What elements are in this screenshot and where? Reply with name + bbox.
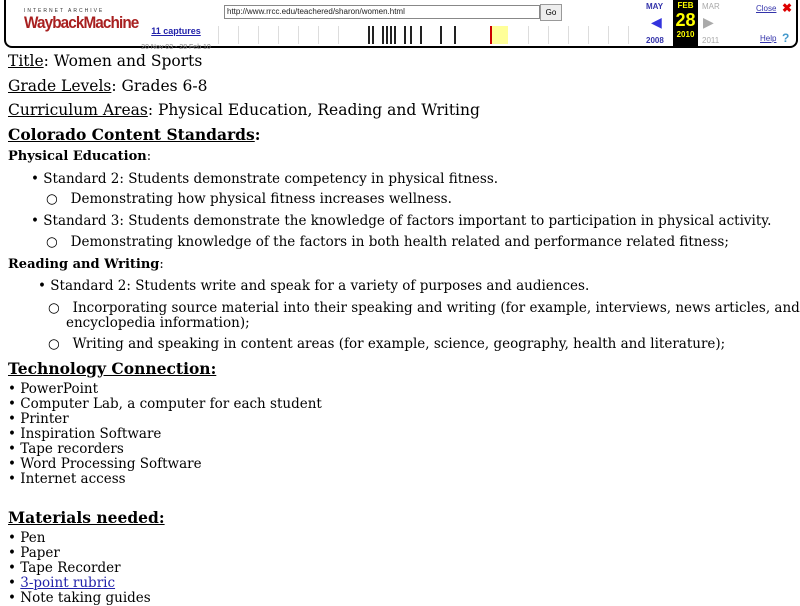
prev-arrow-icon[interactable]: ◀ (651, 14, 662, 30)
list-item: • Tape Recorder (8, 560, 121, 576)
title-value: : Women and Sports (43, 52, 203, 70)
list-item: • Standard 3: Students demonstrate the knowledge of factors important to participation in physical activity. (31, 213, 772, 229)
list-item: • Word Processing Software (8, 456, 202, 472)
logo-top-text: INTERNET ARCHIVE (24, 8, 105, 14)
list-item: • Note taking guides (8, 590, 151, 606)
material-item: Note taking guides (20, 590, 151, 606)
list-item: • Printer (8, 411, 69, 427)
list-item: • 3-point rubric (8, 575, 116, 591)
cur-year: 2010 (676, 30, 695, 39)
material-item: Pen (20, 530, 46, 546)
pe-standard-2: Standard 2: Students demonstrate competency in physical fitness. (43, 171, 499, 187)
captures-link[interactable]: 11 captures (151, 26, 201, 36)
prev-year[interactable]: 2008 (646, 36, 664, 45)
rw-standard-2: Standard 2: Students write and speak for a variety of purposes and audiences. (50, 278, 590, 294)
colon: : (146, 149, 152, 164)
rw-standard-2b: Writing and speaking in content areas (for example, science, geography, health and literature); (72, 336, 726, 352)
rw-heading: Reading and Writing (8, 257, 160, 272)
material-item: Tape Recorder (20, 560, 121, 576)
list-item: • Standard 2: Students write and speak for a variety of purposes and audiences. (38, 278, 590, 294)
current-date (673, 0, 698, 46)
cur-day: 28 (675, 10, 696, 30)
pe-heading: Physical Education (8, 149, 147, 164)
help-icon[interactable]: ? (782, 31, 790, 45)
technology-heading: Technology Connection: (8, 359, 217, 378)
tech-item: Tape recorders (20, 441, 124, 457)
pe-standard-3a: Demonstrating knowledge of the factors in both health related and performance related fitness; (70, 234, 729, 250)
curriculum-label: Curriculum Areas (8, 101, 148, 119)
cur-month: FEB (677, 1, 694, 10)
go-button[interactable]: Go (540, 4, 562, 21)
list-item: ○ Demonstrating knowledge of the factors in both health related and performance related fitness; (46, 234, 729, 250)
colon: : (159, 257, 164, 272)
url-input[interactable]: http://www.rrcc.edu/teachered/sharon/women.html (224, 5, 540, 19)
rw-standard-2a-cont: encyclopedia information); (66, 315, 250, 331)
prev-month[interactable]: MAY (646, 2, 664, 11)
tech-item: Word Processing Software (20, 456, 202, 472)
grade-label: Grade Levels (8, 77, 112, 95)
next-month: MAR (702, 2, 720, 11)
close-link[interactable]: Close (756, 4, 777, 13)
close-icon[interactable]: ✖ (782, 1, 793, 15)
standards-heading: Colorado Content Standards (8, 125, 255, 144)
wayback-toolbar (4, 0, 798, 51)
list-item: ○ Writing and speaking in content areas (for example, science, geography, health and literature); (48, 336, 726, 352)
list-item: • Computer Lab, a computer for each student (8, 396, 322, 412)
tech-item: Inspiration Software (20, 426, 162, 442)
list-item: ○ Demonstrating how physical fitness increases wellness. (46, 191, 452, 207)
list-item: • Pen (8, 530, 46, 546)
list-item: • Internet access (8, 471, 126, 487)
list-item: ○ Incorporating source material into their speaking and writing (for example, interviews, news articles, and (48, 300, 800, 316)
list-item: • Paper (8, 545, 60, 561)
tech-item: Printer (20, 411, 69, 427)
list-item: • Inspiration Software (8, 426, 162, 442)
logo-text: WaybackMachine (24, 13, 139, 32)
list-item: • PowerPoint (8, 381, 99, 397)
capture-sparkline[interactable] (218, 24, 638, 44)
help-link[interactable]: Help (760, 34, 777, 43)
next-year: 2011 (702, 36, 720, 45)
colon: : (254, 125, 261, 144)
wayback-logo[interactable] (24, 8, 151, 32)
rw-standard-2a: Incorporating source material into their speaking and writing (for example, interviews, news articles, and (72, 300, 800, 316)
title-label: Title (8, 52, 44, 70)
technology-list (8, 382, 322, 487)
list-item: • Standard 2: Students demonstrate competency in physical fitness. (31, 171, 499, 187)
tech-item: PowerPoint (20, 381, 99, 397)
materials-heading: Materials needed: (8, 508, 165, 527)
tech-item: Internet access (20, 471, 126, 487)
curriculum-value: : Physical Education, Reading and Writing (147, 101, 480, 119)
list-item: • Tape recorders (8, 441, 124, 457)
grade-value: : Grades 6-8 (111, 77, 208, 95)
tech-item: Computer Lab, a computer for each student (20, 396, 322, 412)
next-arrow-icon: ▶ (703, 14, 714, 30)
pe-standard-3: Standard 3: Students demonstrate the knowledge of factors important to participation in physical activity. (43, 213, 772, 229)
material-item: Paper (20, 545, 60, 561)
materials-list (8, 531, 151, 606)
pe-standard-2a: Demonstrating how physical fitness increases wellness. (70, 191, 452, 207)
rubric-link[interactable]: 3-point rubric (20, 575, 116, 591)
capture-range: 20 Nov 03 - 28 Feb 10 (141, 44, 211, 51)
